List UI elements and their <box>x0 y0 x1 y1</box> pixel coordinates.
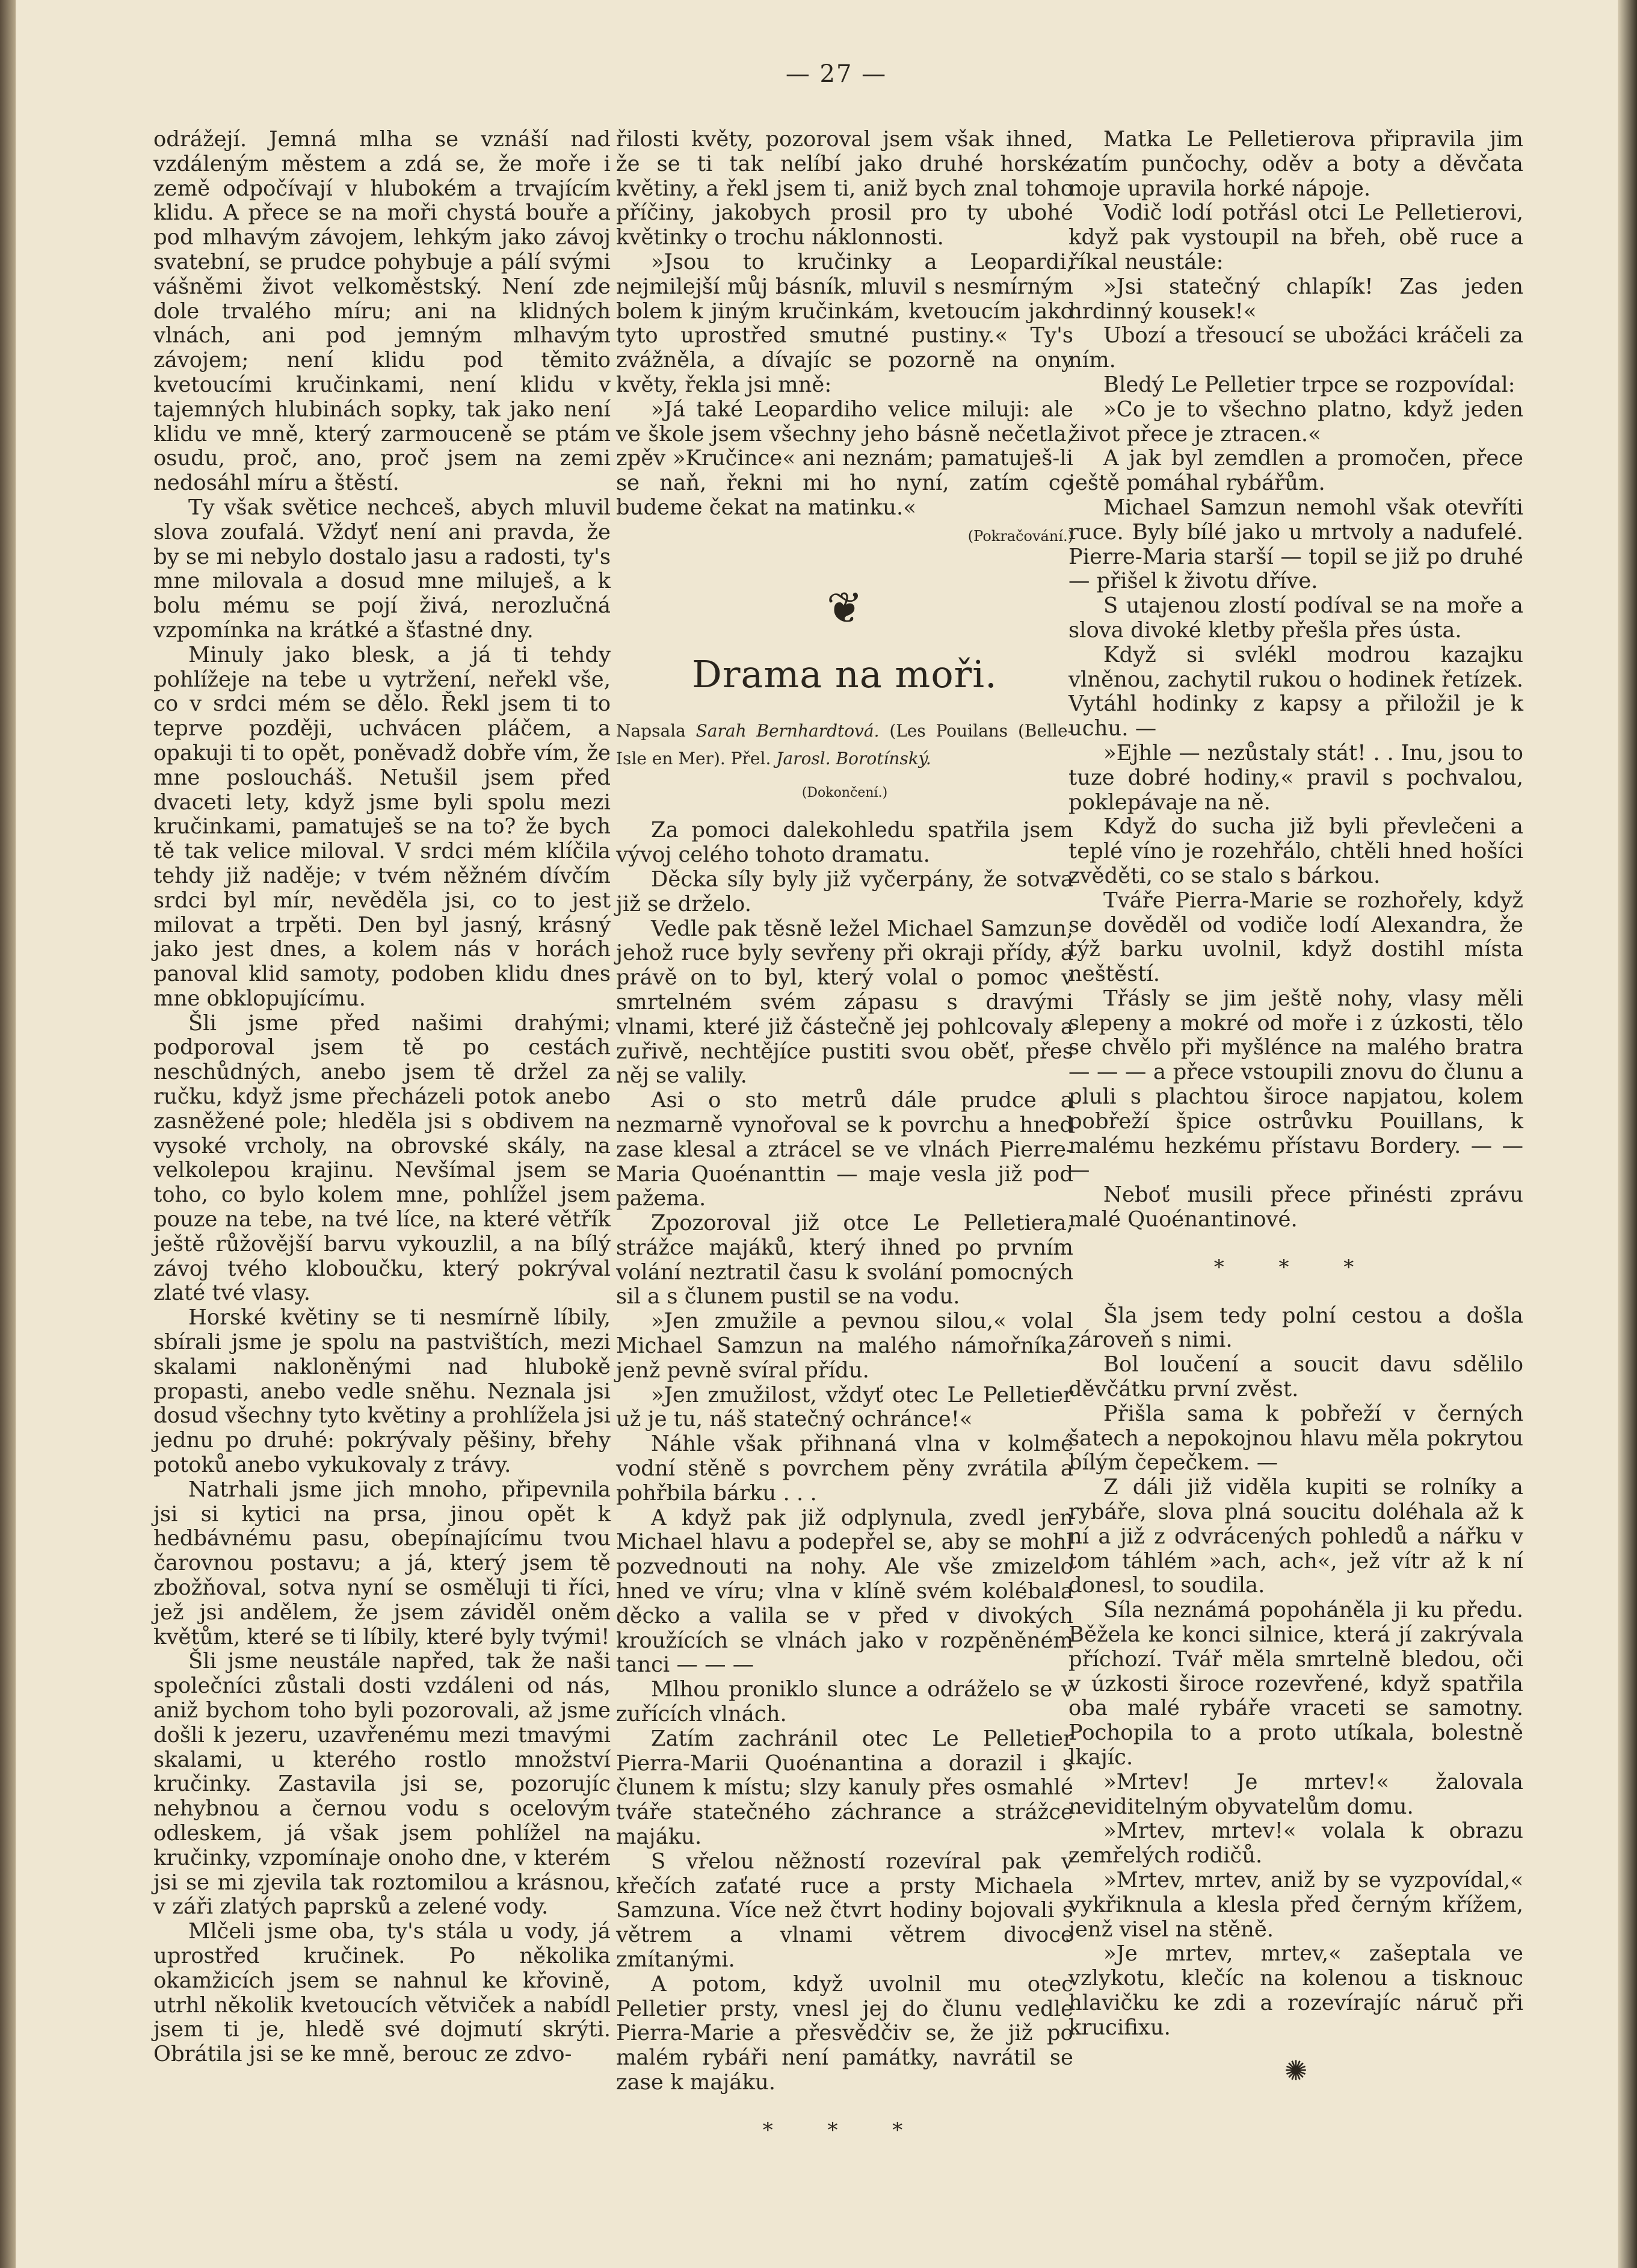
paragraph: Bledý Le Pelletier trpce se rozpovídal: <box>1103 372 1515 397</box>
paragraph: Michael Samzun nemohl však otevříti ruce. Byly bílé jako u mrtvoly a nadufelé. Pierre-Maria starší — topil se již po druhé — přišel k životu dříve. <box>1068 495 1523 594</box>
paragraph: A když pak již odplynula, zvedl jen Michael hlavu a podepřel se, aby se mohl pozvednouti na nohy. Ale vše zmizelo hned ve víru; vlna v klíně svém kolébala děcko a valila se v před v divokých kroužících se vlnách jako v rozpěněném tanci — — — <box>616 1505 1073 1678</box>
paragraph: Bol loučení a soucit davu sdělilo děvčátku první zvěst. <box>1068 1352 1523 1402</box>
paragraph: A jak byl zemdlen a promočen, přece ještě pomáhal rybářům. <box>1068 446 1523 496</box>
byline-prefix: Napsala <box>616 720 686 741</box>
byline-origin: (Les Pouilans (Belle-Isle en Mer). Přel. <box>616 720 1073 768</box>
paragraph: Šli jsme před našimi drahými; podporoval jsem tě po cestách neschůdných, anebo jsem tě držel za ručku, když jsme přecházeli potok anebo zasněžené pole; hleděla jsi s obdivem na vysoké vrcholy, na obrovské skály, na velkolepou krajinu. Nevšímal jsem se toho, co bylo kolem mne, pohlížel jsem pouze na tebe, na tvé líce, na které větřík ještě růžovější barvu vykouzlil, a na bílý závoj tvého kloboučku, který pokrýval zlaté tvé vlasy. <box>153 1010 611 1306</box>
end-ornament-icon: ✺ <box>1284 2054 1308 2087</box>
byline <box>616 717 1073 773</box>
paragraph: »Co je to všechno platno, když jeden život přece je ztracen.« <box>1068 397 1523 446</box>
binding-gutter <box>0 0 16 2268</box>
translator-name: Jarosl. Borotínský. <box>776 748 931 768</box>
conclusion-note: (Dokončení.) <box>801 785 888 800</box>
paragraph: Zpozoroval již otce Le Pelletiera, strážce majáků, který ihned po prvním volání neztratil času k svolání pomocných sil a s člunem pustil se na vodu. <box>616 1211 1073 1309</box>
paragraph: Natrhali jsme jich mnoho, připevnila jsi si kytici na prsa, jinou opět k hedbávnému pasu, obepínajícímu tvou čarovnou postavu; a já, který jsem tě zbožňoval, sotva nyní se osměluji ti říci, jež jsi andělem, že jsem záviděl oněm květům, které se ti líbily, které byly tvými! <box>153 1477 611 1649</box>
paragraph: »Já také Leopardiho velice miluji: ale ve škole jsem všechny jeho básně nečetla, zpěv »Kručince« ani neznám; pamatuješ-li se naň, řekni mi ho nyní, zatím co budeme čekat na matinku.« <box>616 397 1073 520</box>
column-1 <box>153 128 611 2067</box>
paragraph: Z dáli již viděla kupiti se rolníky a rybáře, slova plná soucitu doléhala až k ní a již z odvrácených pohledů a nářku v tom táhlém »ach, ach«, jež vítr až k ní donesl, to soudila. <box>1068 1475 1523 1598</box>
paragraph: »Jsou to kručinky a Leopardi, nejmilejší můj básník, mluvil s nesmírným bolem k jiným kručinkám, kvetoucím jako tyto uprostřed smutné pustiny.« Ty's zvážněla, a dívajíc se pozorně na ony květy, řekla jsi mně: <box>616 249 1073 397</box>
paragraph: Vodič lodí potřásl otci Le Pelletierovi, když pak vystoupil na břeh, obě ruce a říkal neustále: <box>1068 200 1523 274</box>
column-3 <box>1068 127 1523 2087</box>
paragraph: Tváře Pierra-Marie se rozhořely, když se dověděl od vodiče lodí Alexandra, že týž barku uvolnil, když dostihl místa neštěstí. <box>1068 888 1523 987</box>
paragraph: Asi o sto metrů dále prudce a nezmarně vynořoval se k povrchu a hned zase klesal a ztrácel se ve vlnách Pierre-Maria Quoénanttin — maje vesla již pod pažema. <box>616 1088 1073 1211</box>
paragraph: Šla jsem tedy polní cestou a došla zároveň s nimi. <box>1068 1303 1523 1353</box>
paragraph: Děcka síly byly již vyčerpány, že sotva již se drželo. <box>616 867 1073 916</box>
paragraph: Třásly se jim ještě nohy, vlasy měli slepeny a mokré od moře i z úzkosti, tělo se chvělo při myšlénce na malého bratra — — — a přece vstoupili znovu do člunu a pluli s plachtou široce napjatou, kolem pobřeží špice ostrůvku Pouillans, k malému hezkému přístavu Bordery. — — — <box>1068 986 1523 1183</box>
paragraph: Zatím zachránil otec Le Pelletier Pierra-Marii Quoénantina a dorazil i s člunem k místu; slzy kanuly přes osmahlé tváře statečného záchrance a strážce majáku. <box>616 1726 1073 1850</box>
paragraph: S vřelou něžností rozevíral pak v křečích zaťaté ruce a prsty Michaela Samzuna. Více než čtvrt hodiny bojovali s větrem a vlnami větrem divoce zmítanými. <box>616 1849 1073 1972</box>
paragraph: Vedle pak těsně ležel Michael Samzun, jehož ruce byly sevřeny při okraji přídy, a právě on to byl, který volal o pomoc v smrtelném svém zápasu s dravými vlnami, které již částečně jej pohlcovaly a zuřivě, nechtějíce pustiti svou oběť, přes něj se valily. <box>616 916 1073 1089</box>
paragraph: Náhle však přihnaná vlna v kolmé vodní stěně s povrchem pěny zvrátila a pohřbila bárku . . . <box>616 1432 1073 1506</box>
paragraph: odrážejí. Jemná mlha se vznáší nad vzdáleným městem a zdá se, že moře i země odpočívají v hlubokém a trvajícím klidu. A přece se na moři chystá bouře a pod mlhavým závojem, lehkým jako závoj svatební, se prudce pohybuje a pálí svými vášněmi život velkoměstský. Není zde dole trvalého míru; ani na klidných vlnách, ani pod jemným mlhavým závojem; není klidu pod těmito kvetoucími kručinkami, není klidu v tajemných hlubinách sopky, tak jako není klidu ve mně, který zarmouceně se ptám osudu, proč, ano, proč jsem na zemi nedosáhl míru a štěstí. <box>153 127 611 496</box>
paragraph: Mlčeli jsme oba, ty's stála u vody, já uprostřed kručinek. Po několika okamžicích jsem se nahnul ke křovině, utrhl několik kvetoucích větviček a nabídl jsem ti je, hledě své dojmutí skrýti. Obrátila jsi se ke mně, berouc ze zdvo- <box>153 1919 611 2067</box>
continued-note: (Pokračování.) <box>967 527 1073 545</box>
paragraph: Ubozí a třesoucí se ubožáci kráčeli za ním. <box>1068 323 1523 373</box>
section-break-stars: * * * <box>1213 1255 1378 1279</box>
paragraph: Neboť musili přece přinésti zprávu malé Quoénantinové. <box>1068 1182 1523 1232</box>
column-2 <box>616 128 1073 2167</box>
paragraph: Šli jsme neustále napřed, tak že naši společníci zůstali dosti vzdáleni od nás, aniž bychom toho byli pozorovali, až jsme došli k jezeru, uzavřenému mezi tmavými skalami, u kterého rostlo množství kručinky. Zastavila jsi se, pozorujíc nehybnou a černou vodu s ocelovým odleskem, já však jsem pohlížel na kručinky, vzpomínaje onoho dne, v kterém jsi se mi zjevila tak roztomilou a krásnou, v záři zlatých paprsků a zelené vody. <box>153 1649 611 1920</box>
paragraph: Matka Le Pelletierova připravila jim zatím punčochy, oděv a boty a děvčata moje upravila horké nápoje. <box>1068 127 1523 201</box>
story-title: Drama na moři. <box>692 652 997 696</box>
paragraph: Minuly jako blesk, a já ti tehdy pohlížeje na tebe u vytržení, neřekl vše, co v srdci mém se dělo. Řekl jsem ti to teprve později, uchvácen pláčem, a opakuji ti to opět, poněvadž dobře vím, že mne posloucháš. Netušil jsem před dvaceti lety, když jsme byli spolu mezi kručinkami, pamatuješ se na to? že bych tě tak velice miloval. V srdci mém klíčila tehdy již naděje; v tvém něžném dívčím srdci byl mír, nevěděla jsi, co to jest milovat a trpěti. Den byl jasný, krásný jako jest dnes, a kolem nás v horách panoval klid samoty, podoben klidu dnes mne obklopujícímu. <box>153 642 611 1011</box>
paragraph: Když si svlékl modrou kazajku vlněnou, zachytil rukou o hodinek řetízek. Vytáhl hodinky z kapsy a přiložil je k uchu. — <box>1068 642 1523 741</box>
paragraph: »Jsi statečný chlapík! Zas jeden hrdinný kousek!« <box>1068 274 1523 324</box>
paragraph: »Mrtev, mrtev, aniž by se vyzpovídal,« vykřiknula a klesla před černým křížem, jenž visel na stěně. <box>1068 1867 1523 1942</box>
paragraph: »Mrtev, mrtev!« volala k obrazu zemřelých rodičů. <box>1068 1818 1523 1868</box>
paragraph: S utajenou zlostí podíval se na moře a slova divoké kletby přešla přes ústa. <box>1068 593 1523 643</box>
section-break-stars: * * * <box>762 2118 927 2142</box>
paragraph: Přišla sama k pobřeží v černých šatech a nepokojnou hlavu měla pokrytou bílým čepečkem. — <box>1068 1401 1523 1475</box>
paragraph: Ty však světice nechceš, abych mluvil slova zoufalá. Vždyť není ani pravda, že by se mi nebylo dostalo jasu a radosti, ty's mne milovala a dosud mne miluješ, a k bolu mému se pojí živá, nerozlučná vzpomínka na krátké a šťastné dny. <box>153 495 611 643</box>
page-number: — 27 — <box>785 60 887 88</box>
paragraph: Síla neznámá popoháněla ji ku předu. Běžela ke konci silnice, která jí zakrývala příchozí. Tvář měla smrtelně bledou, oči v úzkosti široce rozevřené, když spatřila oba malé rybáře vraceti se samotny. Pochopila to a proto utíkala, bolestně lkajíc. <box>1068 1598 1523 1770</box>
author-name: Sarah Bernhardtová. <box>695 720 880 741</box>
paragraph: »Je mrtev, mrtev,« zašeptala ve vzlykotu, klečíc na kolenou a tisknouc hlavičku ke zdi a rozevírajíc náruč při krucifixu. <box>1068 1941 1523 2040</box>
paragraph: »Mrtev! Je mrtev!« žalovala neviditelným obyvatelům domu. <box>1068 1769 1523 1819</box>
paragraph: »Jen zmužilost, vždyť otec Le Pelletier už je tu, náš statečný ochránce!« <box>616 1382 1073 1432</box>
paragraph: řilosti květy, pozoroval jsem však ihned, že se ti tak nelíbí jako druhé horské květiny, a řekl jsem ti, aniž bych znal toho příčiny, jakobych prosil pro ty ubohé květinky o trochu náklonnosti. <box>616 127 1073 250</box>
fleuron-ornament-icon: ❦ <box>826 582 863 633</box>
paragraph: »Jen zmužile a pevnou silou,« volal Michael Samzun na malého námořníka, jenž pevně svíral přídu. <box>616 1309 1073 1383</box>
paragraph: »Ejhle — nezůstaly stát! . . Inu, jsou to tuze dobré hodiny,« pravil s pochvalou, poklepávaje na ně. <box>1068 740 1523 815</box>
paragraph: Za pomoci dalekohledu spatřila jsem vývoj celého tohoto dramatu. <box>616 818 1073 868</box>
paragraph: Horské květiny se ti nesmírně líbily, sbírali jsme je spolu na pastvištích, mezi skalami nakloněnými nad hlubokě propasti, anebo vedle sněhu. Neznala jsi dosud všechny tyto květiny a prohlížela jsi jednu po druhé: pokrývaly pěšiny, břehy potoků anebo vykukovaly z trávy. <box>153 1305 611 1478</box>
page-edge <box>1618 0 1637 2268</box>
paragraph: Když do sucha již byli převlečeni a teplé víno je rozehřálo, chtěli hned hošíci zvěděti, co se stalo s bárkou. <box>1068 814 1523 888</box>
paragraph: Mlhou proniklo slunce a odráželo se v zuřících vlnách. <box>616 1677 1073 1727</box>
paragraph: A potom, když uvolnil mu otec Pelletier prsty, vnesl jej do člunu vedle Pierra-Marie a přesvědčiv se, že již po malém rybáři není památky, navrátil se zase k majáku. <box>616 1971 1073 2095</box>
